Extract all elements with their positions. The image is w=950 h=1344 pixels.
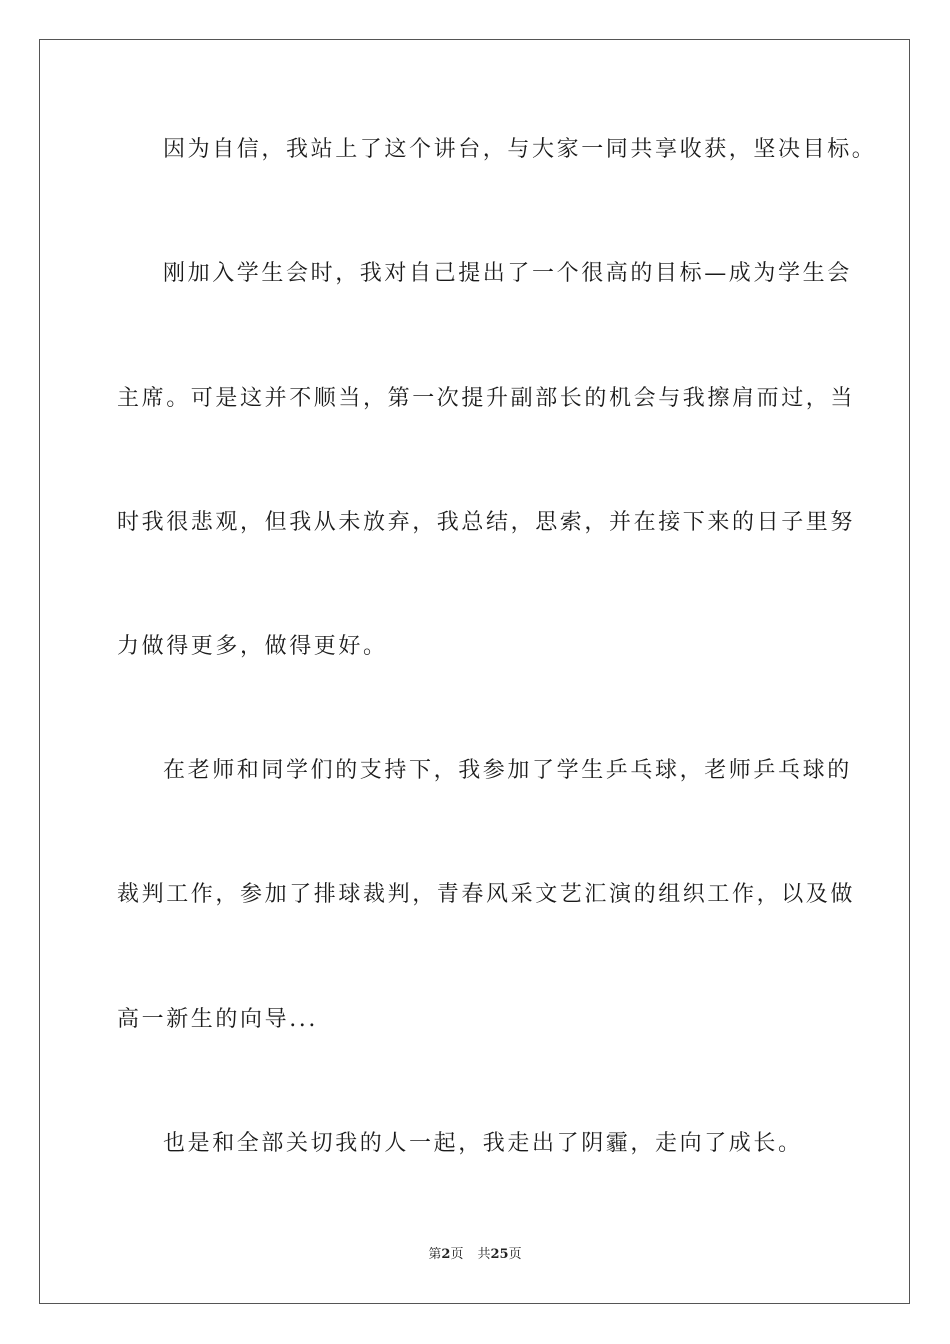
paragraph-2-line-3: 时我很悲观，但我从未放弃，我总结，思索，并在接下来的日子里努: [117, 510, 856, 535]
page-prefix: 第: [428, 1247, 442, 1262]
page-number: 2: [441, 1247, 451, 1262]
paragraph-2-line-4: 力做得更多，做得更好。: [117, 634, 388, 659]
paragraph-1-line-1: 因为自信，我站上了这个讲台，与大家一同共享收获，坚决目标。: [163, 137, 877, 162]
page-footer: [0, 1246, 950, 1264]
paragraph-4-line-1: 也是和全部关切我的人一起，我走出了阴霾，走向了成长。: [163, 1131, 803, 1156]
page-suffix: 页: [450, 1247, 464, 1262]
total-pages: 25: [490, 1247, 509, 1262]
paragraph-3-line-2: 裁判工作，参加了排球裁判，青春风采文艺汇演的组织工作，以及做: [117, 882, 856, 907]
total-suffix: 页: [508, 1247, 522, 1262]
paragraph-2-line-1: 刚加入学生会时，我对自己提出了一个很高的目标—成为学生会: [163, 261, 852, 286]
page-frame: [39, 39, 910, 1304]
paragraph-3-line-3: 高一新生的向导...: [117, 1007, 318, 1032]
total-prefix: 共: [477, 1247, 491, 1262]
paragraph-3-line-1: 在老师和同学们的支持下，我参加了学生乒乓球，老师乒乓球的: [163, 758, 852, 783]
paragraph-2-line-2: 主席。可是这并不顺当，第一次提升副部长的机会与我擦肩而过，当: [117, 386, 856, 411]
